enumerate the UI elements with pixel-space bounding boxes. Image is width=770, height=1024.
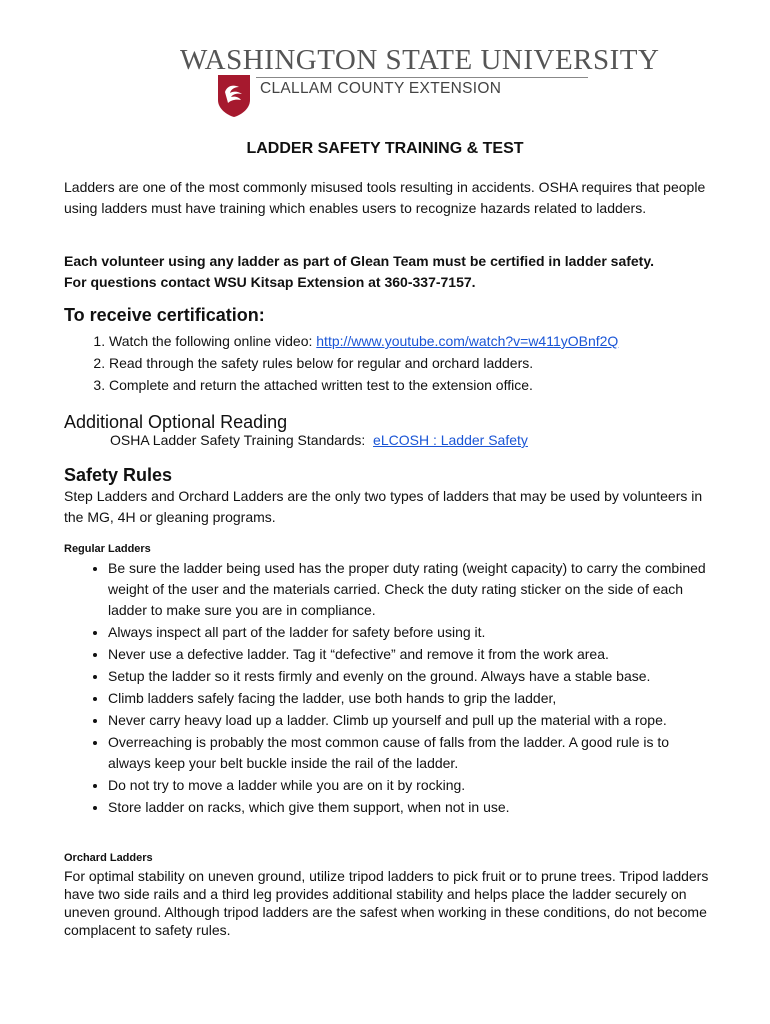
certification-heading: To receive certification: xyxy=(64,305,265,325)
certification-steps xyxy=(64,330,749,396)
university-name: WASHINGTON STATE UNIVERSITY xyxy=(180,44,660,76)
step-item xyxy=(109,352,749,374)
orchard-ladders-heading: Orchard Ladders xyxy=(64,852,153,864)
step-item xyxy=(109,330,749,352)
safety-rules-heading: Safety Rules xyxy=(64,465,173,485)
rule-item: • Be sure the ladder being used has the proper duty rating (weight capacity) to carry the combined weight of the user and the materials carried. Check the duty rating sticker on the side of each ladder to make sure you are in compliance. xyxy=(108,558,708,621)
document-title: LADDER SAFETY TRAINING & TEST xyxy=(246,140,524,157)
video-link[interactable]: http://www.youtube.com/watch?v=w411yOBnf2Q xyxy=(316,333,619,349)
intro-paragraph: Ladders are one of the most commonly misused tools resulting in accidents. OSHA requires that people using ladders must have training which enables users to recognize hazards related to ladders. xyxy=(64,179,706,216)
rule-item: • Never use a defective ladder. Tag it “defective” and remove it from the work area. xyxy=(108,644,708,665)
rule-item: • Do not try to move a ladder while you are on it by rocking. xyxy=(108,775,708,796)
additional-reading-heading: Additional Optional Reading xyxy=(64,412,288,432)
rule-item: • Climb ladders safely facing the ladder, use both hands to grip the ladder, xyxy=(108,688,708,709)
extension-name: CLALLAM COUNTY EXTENSION xyxy=(260,80,502,97)
orchard-ladders-paragraph: For optimal stability on uneven ground, utilize tripod ladders to pick fruit or to prune trees. Tripod ladders have two side rails and a third leg provides additional stability and helps place the ladder securely on uneven ground. Although tripod ladders are the safest when working in these conditions, do not become complacent to safety rules. xyxy=(64,868,709,938)
safety-rules-intro: Step Ladders and Orchard Ladders are the only two types of ladders that may be used by volunteers in the MG, 4H or gleaning programs. xyxy=(64,488,703,525)
certification-notice xyxy=(64,251,714,293)
step-item xyxy=(109,374,749,396)
rule-item: • Always inspect all part of the ladder for safety before using it. xyxy=(108,622,708,643)
rule-item: • Never carry heavy load up a ladder. Climb up yourself and pull up the material with a rope. xyxy=(108,710,708,731)
rule-item: • Overreaching is probably the most common cause of falls from the ladder. A good rule is to always keep your belt buckle inside the rail of the ladder. xyxy=(108,732,708,774)
notice-line-2: For questions contact WSU Kitsap Extension at 360-337-7157. xyxy=(64,274,476,290)
additional-reading-line xyxy=(110,432,528,448)
step-text: Complete and return the attached written test to the extension office. xyxy=(109,377,533,393)
step-text: Watch the following online video: xyxy=(109,333,317,349)
rule-item: • Setup the ladder so it rests firmly and evenly on the ground. Always have a stable base. xyxy=(108,666,708,687)
regular-ladders-heading: Regular Ladders xyxy=(64,543,151,555)
additional-reading-text: OSHA Ladder Safety Training Standards: xyxy=(110,432,374,448)
elcosh-link[interactable]: eLCOSH : Ladder Safety xyxy=(373,432,528,448)
rule-item: • Store ladder on racks, which give them support, when not in use. xyxy=(108,797,708,818)
step-text: Read through the safety rules below for regular and orchard ladders. xyxy=(109,355,534,371)
logo-divider xyxy=(256,77,588,78)
notice-line-1: Each volunteer using any ladder as part of Glean Team must be certified in ladder safety. xyxy=(64,253,654,269)
wsu-shield-logo xyxy=(217,74,251,118)
regular-ladder-rules xyxy=(64,558,708,819)
